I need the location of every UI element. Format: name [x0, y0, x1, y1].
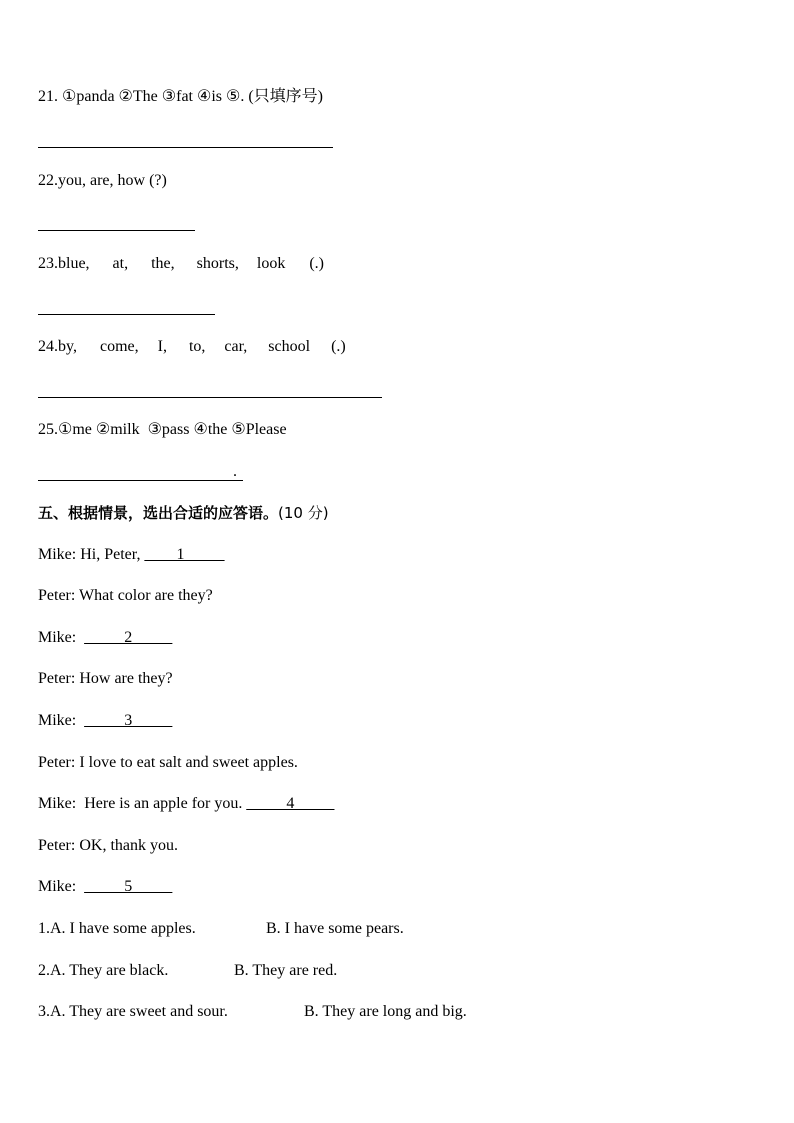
answer-period: . [233, 463, 237, 480]
option-row-3 [38, 1002, 228, 1022]
dialogue-line-9 [38, 877, 172, 897]
option-b[interactable]: B. I have some pears. [266, 920, 404, 937]
word: to, [188, 338, 206, 355]
word: come, [99, 338, 139, 355]
dialogue-line-1 [38, 545, 224, 565]
option-row-1-b [266, 919, 404, 939]
speaker: Mike: [38, 878, 77, 895]
dialogue-line-8 [38, 836, 178, 856]
question-number: 25. [38, 421, 58, 438]
word: (.) [331, 338, 346, 355]
word: by, [58, 338, 77, 355]
blank-2[interactable]: _____2_____ [84, 629, 173, 646]
dialogue-text: What color are they? [75, 587, 213, 604]
option-row-2 [38, 961, 168, 981]
answer-line-24[interactable] [38, 397, 382, 398]
dialogue-line-3 [38, 628, 172, 648]
word: car, [224, 338, 248, 355]
speaker: Peter: [38, 837, 76, 854]
answer-line-25[interactable] [38, 480, 243, 481]
option-a[interactable]: 2.A. They are black. [38, 962, 169, 979]
word: shorts, [196, 255, 239, 272]
word: (.) [309, 255, 324, 272]
speaker: Mike: [38, 629, 77, 646]
answer-line-22[interactable] [38, 230, 195, 231]
word: the, [151, 255, 175, 272]
dialogue-text: OK, thank you. [75, 837, 178, 854]
word: blue, [58, 255, 90, 272]
question-text: you, are, how (?) [58, 172, 167, 189]
question-25 [38, 420, 287, 440]
question-21 [38, 87, 323, 107]
speaker: Mike: [38, 546, 77, 563]
option-row-1 [38, 919, 196, 939]
question-22 [38, 171, 167, 191]
question-24 [38, 337, 346, 357]
speaker: Peter: [38, 754, 76, 771]
dialogue-text: I love to eat salt and sweet apples. [75, 754, 298, 771]
option-b[interactable]: B. They are long and big. [304, 1003, 467, 1020]
option-b[interactable]: B. They are red. [234, 962, 338, 979]
word: at, [112, 255, 129, 272]
question-23 [38, 254, 324, 274]
section-title: 五、根据情景，选出合适的应答语。 [38, 504, 279, 522]
option-a[interactable]: 1.A. I have some apples. [38, 920, 196, 937]
dialogue-text: Here is an apple for you. [76, 795, 247, 812]
dialogue-line-6 [38, 753, 298, 773]
speaker: Peter: [38, 670, 76, 687]
dialogue-line-2 [38, 586, 213, 606]
blank-4[interactable]: _____4_____ [246, 795, 335, 812]
question-number: 21. [38, 88, 58, 105]
option-a[interactable]: 3.A. They are sweet and sour. [38, 1003, 228, 1020]
answer-line-23[interactable] [38, 314, 215, 315]
word: I, [157, 338, 167, 355]
question-text: ①panda ②The ③fat ④is ⑤. (只填序号) [58, 88, 324, 105]
blank-5[interactable]: _____5_____ [84, 878, 173, 895]
word: look [256, 255, 286, 272]
option-row-2-b [234, 961, 337, 981]
speaker: Mike: [38, 712, 77, 729]
dialogue-text: How are they? [75, 670, 173, 687]
speaker: Mike: [38, 795, 77, 812]
dialogue-text: Hi, Peter, [76, 546, 145, 563]
blank-3[interactable]: _____3_____ [84, 712, 173, 729]
dialogue-line-5 [38, 711, 172, 731]
dialogue-line-4 [38, 669, 173, 689]
blank-1[interactable]: ____1_____ [144, 546, 225, 563]
question-number: 22. [38, 172, 58, 189]
word: school [268, 338, 311, 355]
dialogue-line-7 [38, 794, 334, 814]
section-heading [38, 503, 329, 523]
question-number: 24. [38, 338, 58, 355]
option-row-3-b [304, 1002, 467, 1022]
question-text: ①me ②milk ③pass ④the ⑤Please [58, 421, 287, 438]
question-number: 23. [38, 255, 58, 272]
section-score: (10 分) [278, 504, 329, 522]
speaker: Peter: [38, 587, 76, 604]
answer-line-21[interactable] [38, 147, 333, 148]
